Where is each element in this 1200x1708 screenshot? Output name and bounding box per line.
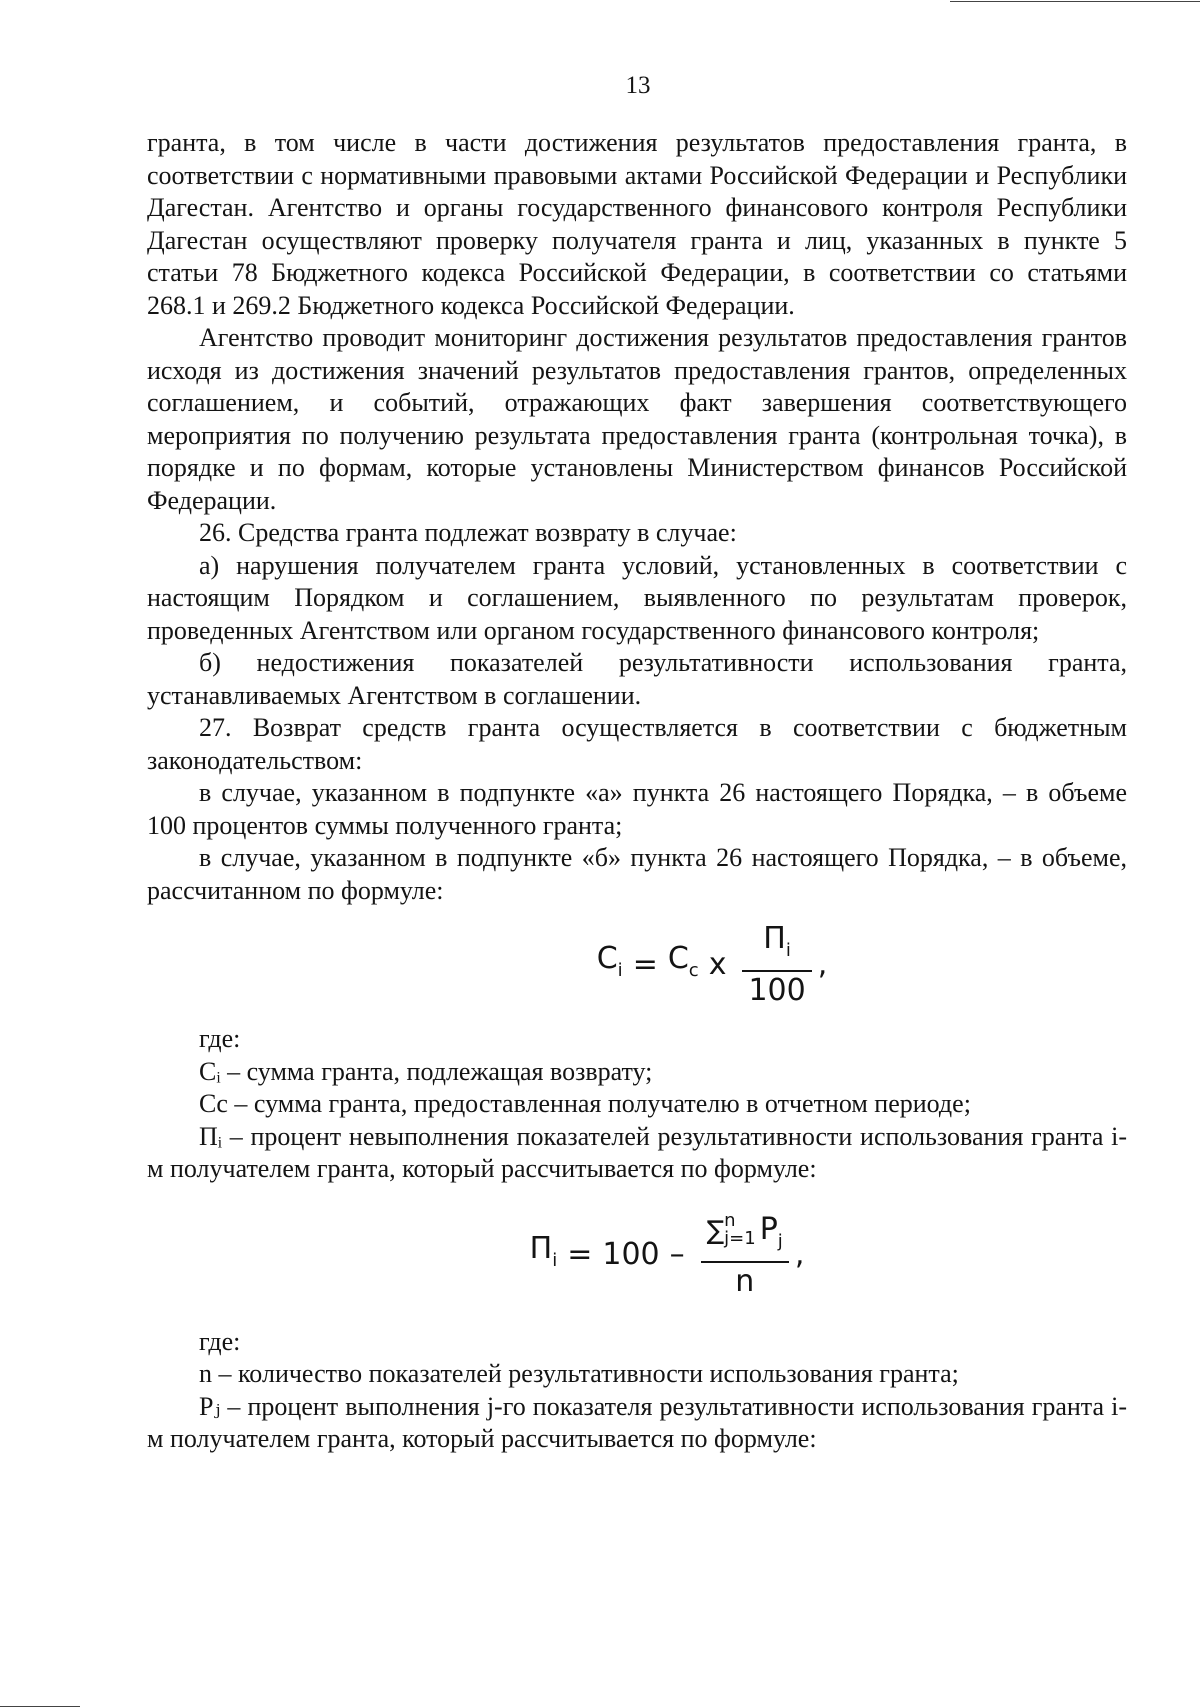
formula1-denominator: 100: [748, 973, 806, 1008]
definition-n: n – количество показателей результативности использования гранта;: [199, 1359, 959, 1388]
where-label-1: где:: [199, 1024, 241, 1053]
formula2-fraction: [701, 1211, 789, 1301]
formula2-minus: –: [669, 1237, 685, 1273]
formula2-lhs: $П_i$: [529, 1231, 558, 1272]
formula-grant-return: [297, 907, 1127, 1023]
formula2-hundred: 100: [602, 1237, 660, 1273]
formula1-times: x: [708, 946, 727, 982]
formula1-fraction: [742, 920, 811, 1010]
paragraph-27-case-a: в случае, указанном в подпункте «а» пункта 26 настоящего Порядка, – в объеме 100 процентов суммы полученного гранта;: [147, 778, 1127, 840]
page-number: 13: [625, 72, 651, 99]
formula1-equals: =: [632, 946, 658, 982]
paragraph-monitoring: Агентство проводит мониторинг достижения результатов предоставления грантов исходя из достижения значений результатов предоставления грантов, определенных соглашением, и событий, отражающих факт завершения соответствующего мероприятия по получению результата предоставления гранта (контрольная точка), в порядке и по формам, которые установлены Министерством финансов Российской Федерации.: [147, 323, 1127, 515]
document-body: [147, 127, 1127, 1456]
definition-pi: Пᵢ – процент невыполнения показателей результативности использования гранта i-м получателем гранта, который рассчитывается по формуле:: [147, 1121, 1127, 1183]
formula1-numerator: $П_i$: [763, 921, 791, 961]
paragraph-26b: б) недостижения показателей результативности использования гранта, устанавливаемых Агентством в соглашении.: [147, 648, 1127, 710]
definition-pj: Pⱼ – процент выполнения j-го показателя результативности использования гранта i-м получателем гранта, который рассчитывается по формуле:: [147, 1391, 1127, 1453]
scan-edge-bottom: [0, 1706, 80, 1707]
formula1-lhs: $C_i$: [596, 940, 623, 981]
paragraph-26a: а) нарушения получателем гранта условий, установленных в соответствии с настоящим Порядком и соглашением, выявленного по результатам проверок, проведенных Агентством или органом государственного финансового контроля;: [147, 550, 1127, 645]
formula1-comma: ,: [817, 946, 828, 982]
formula1-cc: $C_c$: [667, 940, 699, 981]
scan-edge-top: [950, 1, 1200, 2]
summation-limits: n j=1: [724, 1210, 756, 1249]
definition-ci: Cᵢ – сумма гранта, подлежащая возврату;: [199, 1056, 653, 1086]
formula2-numerator: ∑ n j=1 $P_j$: [706, 1210, 783, 1252]
formula-nonfulfillment-percent: [207, 1186, 1127, 1326]
formula2-comma: ,: [794, 1237, 805, 1273]
formula2-denominator: n: [735, 1263, 755, 1299]
where-label-2: где:: [199, 1326, 241, 1356]
summation-sign: ∑: [706, 1215, 725, 1246]
definition-cc: Cc – сумма гранта, предоставленная получателю в отчетном периоде;: [199, 1089, 971, 1118]
paragraph-27: 27. Возврат средств гранта осуществляется в соответствии с бюджетным законодательством:: [147, 713, 1127, 775]
paragraph-26: 26. Средства гранта подлежат возврату в случае:: [199, 518, 737, 547]
paragraph-27-case-b: в случае, указанном в подпункте «б» пункта 26 настоящего Порядка, – в объеме, рассчитанном по формуле:: [147, 843, 1127, 905]
formula2-equals: =: [567, 1237, 593, 1273]
paragraph-continuation: гранта, в том числе в части достижения результатов предоставления гранта, в соответствии с нормативными правовыми актами Российской Федерации и Республики Дагестан. Агентство и органы государственного финансового контроля Республики Дагестан осуществляют проверку получателя гранта и лиц, указанных в пункте 5 статьи 78 Бюджетного кодекса Российской Федерации, в соответствии со статьями 268.1 и 269.2 Бюджетного кодекса Российской Федерации.: [147, 128, 1127, 320]
